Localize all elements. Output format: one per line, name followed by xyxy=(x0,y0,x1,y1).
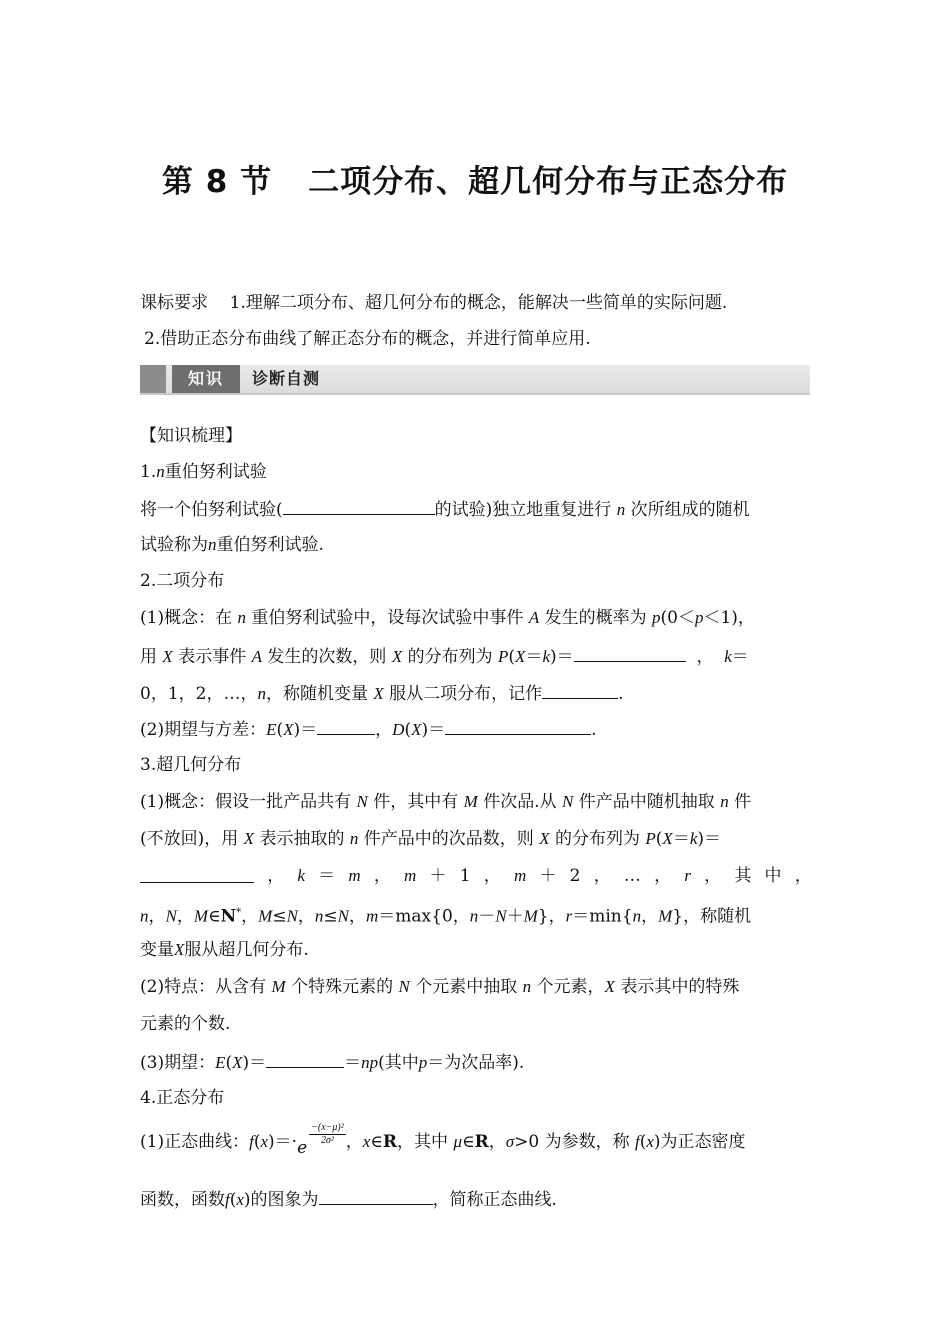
section-1-line-1: 将一个伯努利试验( 的试验)独立地重复进行 n 次所组成的随机 xyxy=(140,496,812,522)
section-2-line-3: 0，1，2，…，n，称随机变量 X 服从二项分布，记作 . xyxy=(140,680,812,706)
fill-blank xyxy=(140,864,254,883)
section-3-title: 3.超几何分布 xyxy=(140,755,242,775)
section-2-line-2: 用 X 表示事件 A 发生的次数，则 X 的分布列为 P(X＝k)＝ ， k＝ xyxy=(140,643,812,669)
section-2-line-1: (1)概念：在 n 重伯努利试验中，设每次试验中事件 A 发生的概率为 p(0＜p＜1)， xyxy=(140,608,755,628)
section-3-line-2: (不放回)，用 X 表示抽取的 n 件产品中的次品数，则 X 的分布列为 P(X＝k)＝ xyxy=(140,829,721,849)
section-3-line-6: (2)特点：从含有 M 个特殊元素的 N 个元素中抽取 n 个元素，X 表示其中的特殊 xyxy=(140,977,740,997)
knowledge-heading: 【知识梳理】 xyxy=(140,426,242,446)
exponential-base: e xyxy=(297,1138,308,1158)
section-2-title: 2.二项分布 xyxy=(140,571,225,591)
section-2-line-4: (2)期望与方差：E(X)＝ ，D(X)＝ . xyxy=(140,716,812,742)
section-3-line-3: ， k ＝ m ， m ＋ 1 ， m ＋ 2 ， … ， r ， 其 中 ， xyxy=(140,864,812,888)
fill-blank xyxy=(266,1049,344,1068)
fill-blank xyxy=(542,680,618,699)
section-banner xyxy=(140,365,810,395)
section-topic: 二项分布、超几何分布与正态分布 xyxy=(308,164,789,200)
requirements-line-2 xyxy=(144,327,816,351)
fill-blank xyxy=(445,716,591,735)
section-4-line-1: (1)正态曲线：f(x)＝·e $\frac{\text{−(x−μ)²}}{\text{2σ²}}$ ，x∈R，其中 μ∈R，σ>0 为参数，称 f(x)为正态密度 xyxy=(140,1122,746,1158)
banner-tag: 知识 xyxy=(172,365,240,393)
section-4-title: 4.正态分布 xyxy=(140,1088,225,1108)
requirement-item-2: 2.借助正态分布曲线了解正态分布的概念，并进行简单应用. xyxy=(144,329,591,349)
section-3-line-1: (1)概念：假设一批产品共有 N 件，其中有 M 件次品.从 N 件产品中随机抽取 n 件 xyxy=(140,792,752,812)
section-3-line-5: 变量X服从超几何分布. xyxy=(140,940,309,960)
fill-blank xyxy=(317,716,375,735)
section-number: 第 8 节 xyxy=(161,164,273,200)
fill-blank xyxy=(574,643,686,662)
banner-text: 诊断自测 xyxy=(252,369,321,388)
requirements-label: 课标要求 xyxy=(140,293,208,313)
section-3-line-7: 元素的个数. xyxy=(140,1014,231,1034)
requirements-line-1 xyxy=(140,291,812,315)
fill-blank xyxy=(319,1186,433,1205)
section-3-line-4: n，N，M∈N*，M≤N，n≤N，m＝max{0，n－N＋M}，r＝min{n，M}，称随机 xyxy=(140,906,752,927)
exponent-fraction: $\frac{\text{−(x−μ)²}}{\text{2σ²}}$ xyxy=(311,1122,344,1146)
section-1-title: 1.n重伯努利试验 xyxy=(140,462,267,482)
section-4-line-2: 函数，函数f(x)的图象为 ，简称正态曲线. xyxy=(140,1186,812,1212)
fill-blank xyxy=(283,496,435,515)
page-title xyxy=(0,156,950,201)
section-1-line-2: 试验称为n重伯努利试验. xyxy=(140,535,324,555)
section-3-line-8: (3)期望：E(X)＝ ＝np(其中p＝为次品率). xyxy=(140,1049,812,1075)
banner-lead-block xyxy=(140,365,166,393)
requirement-item-1: 1.理解二项分布、超几何分布的概念，能解决一些简单的实际问题. xyxy=(229,293,728,313)
